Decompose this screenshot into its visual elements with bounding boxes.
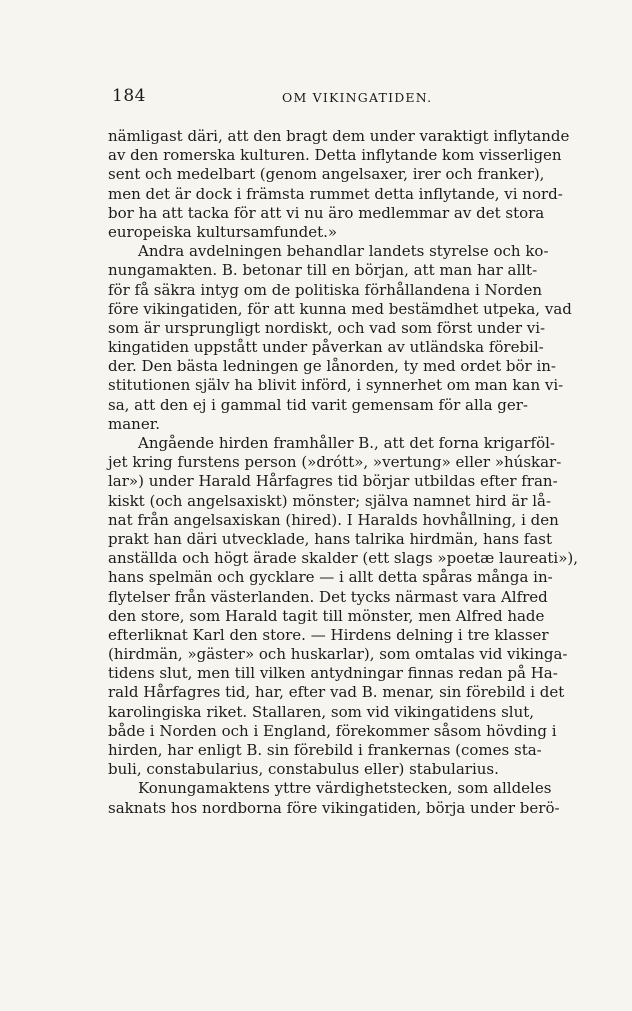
text-line: nämligast däri, att den bragt dem under varaktigt inflytande bbox=[108, 127, 570, 145]
page-header bbox=[112, 86, 528, 110]
text-line: före vikingatiden, för att kunna med bestämdhet utpeka, vad bbox=[108, 299, 572, 318]
text-line: både i Norden och i England, förekommer såsom hövding i bbox=[108, 721, 557, 740]
text-line: europeiska kultursamfundet.» bbox=[108, 222, 338, 241]
text-line: rald Hårfagres tid, har, efter vad B. menar, sin förebild i det bbox=[108, 683, 565, 702]
text-line: lar») under Harald Hårfagres tid börjar utbildas efter fran- bbox=[108, 472, 558, 491]
text-line: efterliknat Karl den store. — Hirdens delning i tre klasser bbox=[108, 625, 549, 644]
text-line: maner. bbox=[108, 414, 160, 433]
text-line: prakt han däri utvecklade, hans talrika hirdmän, hans fast bbox=[108, 529, 553, 548]
text-line: hans spelmän och gycklare — i allt detta spåras många in- bbox=[108, 568, 553, 587]
text-line: saknats hos nordborna före vikingatiden, börja under berö- bbox=[108, 798, 560, 817]
text-line: jet kring furstens person (»drótt», »vertung» eller »húskar- bbox=[108, 453, 562, 472]
text-line: der. Den bästa ledningen ge lånorden, ty med ordet bör in- bbox=[108, 357, 556, 376]
text-line: stitutionen själv ha blivit införd, i synnerhet om man kan vi- bbox=[108, 376, 564, 395]
text-line: Andra avdelningen behandlar landets styrelse och ko- bbox=[138, 242, 549, 261]
text-line: Angående hirden framhåller B., att det forna krigarföl- bbox=[138, 434, 555, 452]
body-text bbox=[108, 127, 579, 818]
text-line: av den romerska kulturen. Detta inflytande kom visserligen bbox=[108, 146, 562, 165]
text-line: buli, constabularius, constabulus eller) stabularius. bbox=[108, 760, 499, 779]
text-line: bor ha att tacka för att vi nu äro medlemmar av det stora bbox=[108, 203, 545, 222]
text-line: kiskt (och angelsaxiskt) mönster; själva namnet hird är lå- bbox=[108, 491, 552, 510]
text-line: som är ursprungligt nordiskt, och vad som först under vi- bbox=[108, 318, 546, 337]
text-line: tidens slut, men till vilken antydningar finnas redan på Ha- bbox=[108, 664, 558, 683]
text-line: flytelser från västerlanden. Det tycks närmast vara Alfred bbox=[108, 587, 548, 606]
text-line: för få säkra intyg om de politiska förhållandena i Norden bbox=[108, 280, 542, 299]
text-line: sa, att den ej i gammal tid varit gemensam för alla ger- bbox=[108, 395, 528, 414]
text-line: kingatiden uppstått under påverkan av utländska förebil- bbox=[108, 338, 544, 357]
text-line: karolingiska riket. Stallaren, som vid vikingatidens slut, bbox=[108, 702, 535, 721]
text-line: den store, som Harald tagit till mönster, men Alfred hade bbox=[108, 606, 545, 625]
page-number: 184 bbox=[112, 86, 146, 106]
running-title: OM VIKINGATIDEN. bbox=[282, 90, 433, 105]
text-line: nungamakten. B. betonar till en början, att man har allt- bbox=[108, 261, 538, 280]
text-line: men det är dock i främsta rummet detta inflytande, vi nord- bbox=[108, 184, 563, 203]
text-line: (hirdmän, »gäster» och huskarlar), som omtalas vid vikinga- bbox=[108, 645, 568, 664]
text-line: hirden, har enligt B. sin förebild i frankernas (comes sta- bbox=[108, 741, 542, 759]
text-line: sent och medelbart (genom angelsaxer, irer och franker), bbox=[108, 165, 545, 184]
text-line: nat från angelsaxiskan (hired). I Haralds hovhållning, i den bbox=[108, 510, 559, 529]
text-line: anställda och högt ärade skalder (ett slags »poetæ laureati»), bbox=[108, 549, 579, 568]
text-line: Konungamaktens yttre värdighetstecken, som alldeles bbox=[138, 779, 552, 798]
